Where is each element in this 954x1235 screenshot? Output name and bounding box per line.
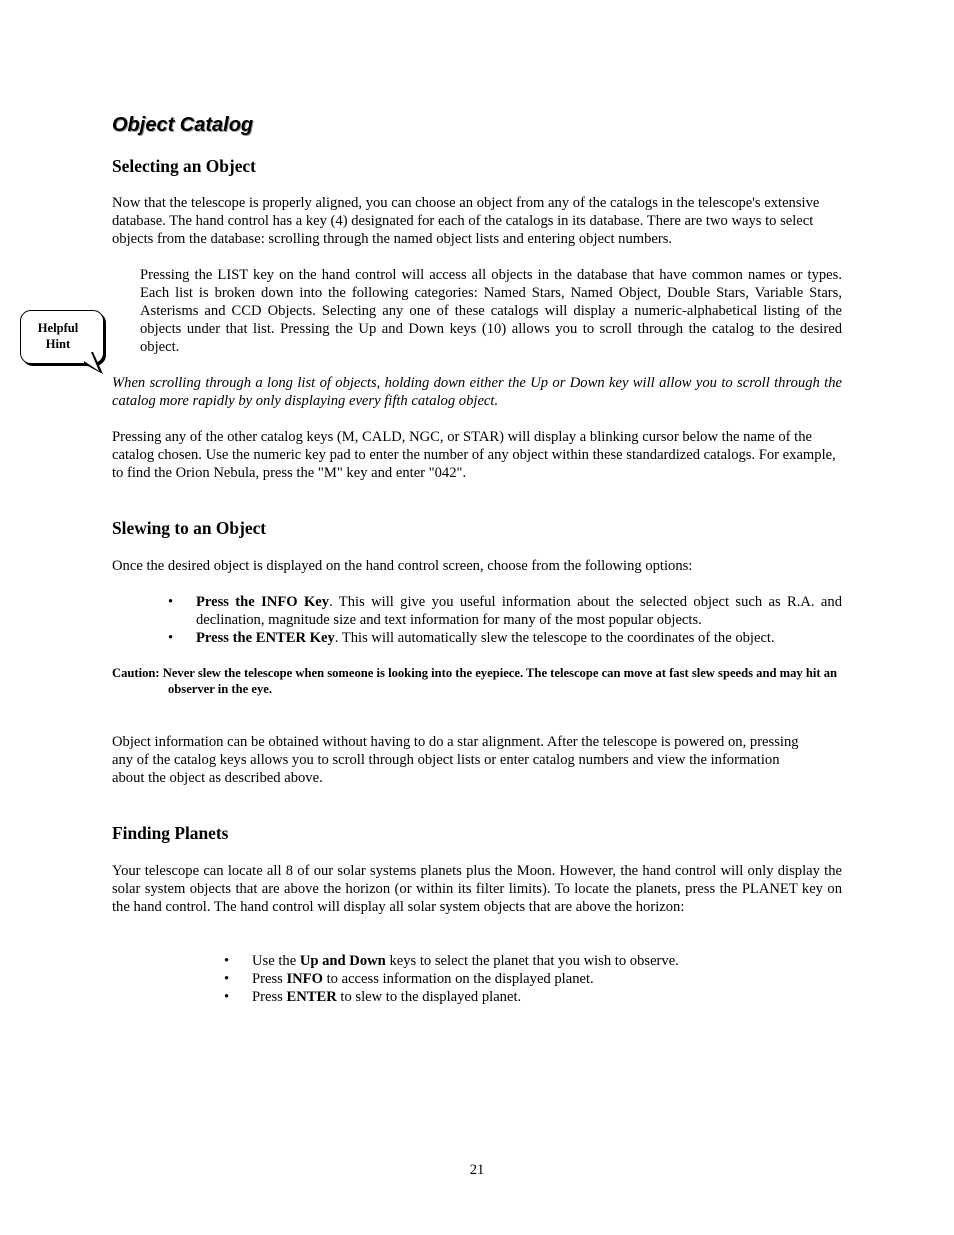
list-item-text: keys to select the planet that you wish to observe. [385, 953, 679, 969]
planets-intro-paragraph: Your telescope can locate all 8 of our solar systems planets plus the Moon. However, the hand control will only display the solar system objects that are above the horizon (or within its filter limits). To locate the planets, press the PLANET key on the hand control. The hand control will display all solar system objects that are above the horizon: [112, 863, 842, 915]
page-title: Object Catalog [112, 114, 254, 136]
list-item-text: to slew to the displayed planet. [336, 989, 522, 1005]
heading-finding-planets: Finding Planets [112, 823, 229, 843]
caution-label: Caution: [112, 666, 160, 680]
bullet-icon: • [224, 953, 230, 969]
list-item-text: Press [252, 989, 287, 1005]
catalog-keys-paragraph: Pressing any of the other catalog keys (M, CALD, NGC, or STAR) will display a blinking cursor below the name of the catalog chosen. Use the numeric key pad to enter the number of any object within these standardized catalogs. For example, to find the Orion Nebula, press the "M" key and enter "042". [112, 429, 836, 481]
list-item-text: to access information on the displayed planet. [322, 971, 594, 987]
planet-steps-list [224, 952, 842, 1006]
bullet-icon: • [224, 971, 230, 987]
bullet-icon: • [168, 630, 174, 646]
list-item [168, 629, 842, 647]
list-item-bold: Up and Down [299, 953, 386, 969]
list-item-bold: INFO [286, 971, 323, 987]
list-key-paragraph: Pressing the LIST key on the hand control will access all objects in the database that have common names or types. Each list is broken down into the following categories: Named Stars, Named Object, Double Stars, Variable Stars, Asterisms and CCD Objects. Selecting any one of these catalogs will display a numeric-alphabetical listing of the objects under that list. Pressing the Up and Down keys (10) allows you to scroll through the catalog to the desired object. [140, 267, 842, 355]
list-item [224, 952, 842, 970]
list-item-bold: Press the ENTER Key [196, 630, 335, 646]
list-item [168, 593, 842, 629]
selecting-intro-paragraph: Now that the telescope is properly aligned, you can choose an object from any of the catalogs in the telescope's extensive database. The hand control has a key (4) designated for each of the catalogs in its database. There are two ways to select objects from the database: scrolling through the named object lists and entering object numbers. [112, 195, 820, 247]
list-item-bold: Press the INFO Key [196, 594, 330, 610]
list-item [224, 988, 842, 1006]
bullet-icon: • [224, 989, 230, 1005]
page-number: 21 [469, 1162, 485, 1178]
list-item [224, 970, 842, 988]
list-item-text: . This will automatically slew the telescope to the coordinates of the object. [334, 630, 775, 646]
helpful-hint-line1: Helpful [37, 321, 79, 335]
heading-slewing-to-an-object: Slewing to an Object [112, 518, 267, 538]
heading-selecting-an-object: Selecting an Object [112, 156, 256, 176]
helpful-hint-line2: Hint [45, 337, 71, 351]
list-item-bold: ENTER [286, 989, 337, 1005]
list-item-text: Use the [252, 953, 300, 969]
list-item-text: . This will give you useful information about the selected object such as R.A. and declination, magnitude size and text information for many of the most popular objects. [196, 594, 842, 628]
bullet-icon: • [168, 594, 174, 610]
list-item-text: Press [252, 971, 287, 987]
callout-tail-icon [84, 352, 108, 376]
caution-text: Never slew the telescope when someone is looking into the eyepiece. The telescope can move at fast slew speeds and may hit an observer in the eye. [162, 666, 838, 696]
caution-note [112, 665, 842, 697]
slewing-options-list [168, 593, 842, 647]
scrolling-hint-text: When scrolling through a long list of objects, holding down either the Up or Down key will allow you to scroll through the catalog more rapidly by only displaying every fifth catalog object. [112, 375, 842, 409]
object-info-paragraph: Object information can be obtained without having to do a star alignment. After the telescope is powered on, pressing any of the catalog keys allows you to scroll through object lists or enter catalog numbers and view the information about the object as described above. [112, 734, 799, 786]
slewing-intro-paragraph: Once the desired object is displayed on the hand control screen, choose from the following options: [112, 558, 693, 574]
